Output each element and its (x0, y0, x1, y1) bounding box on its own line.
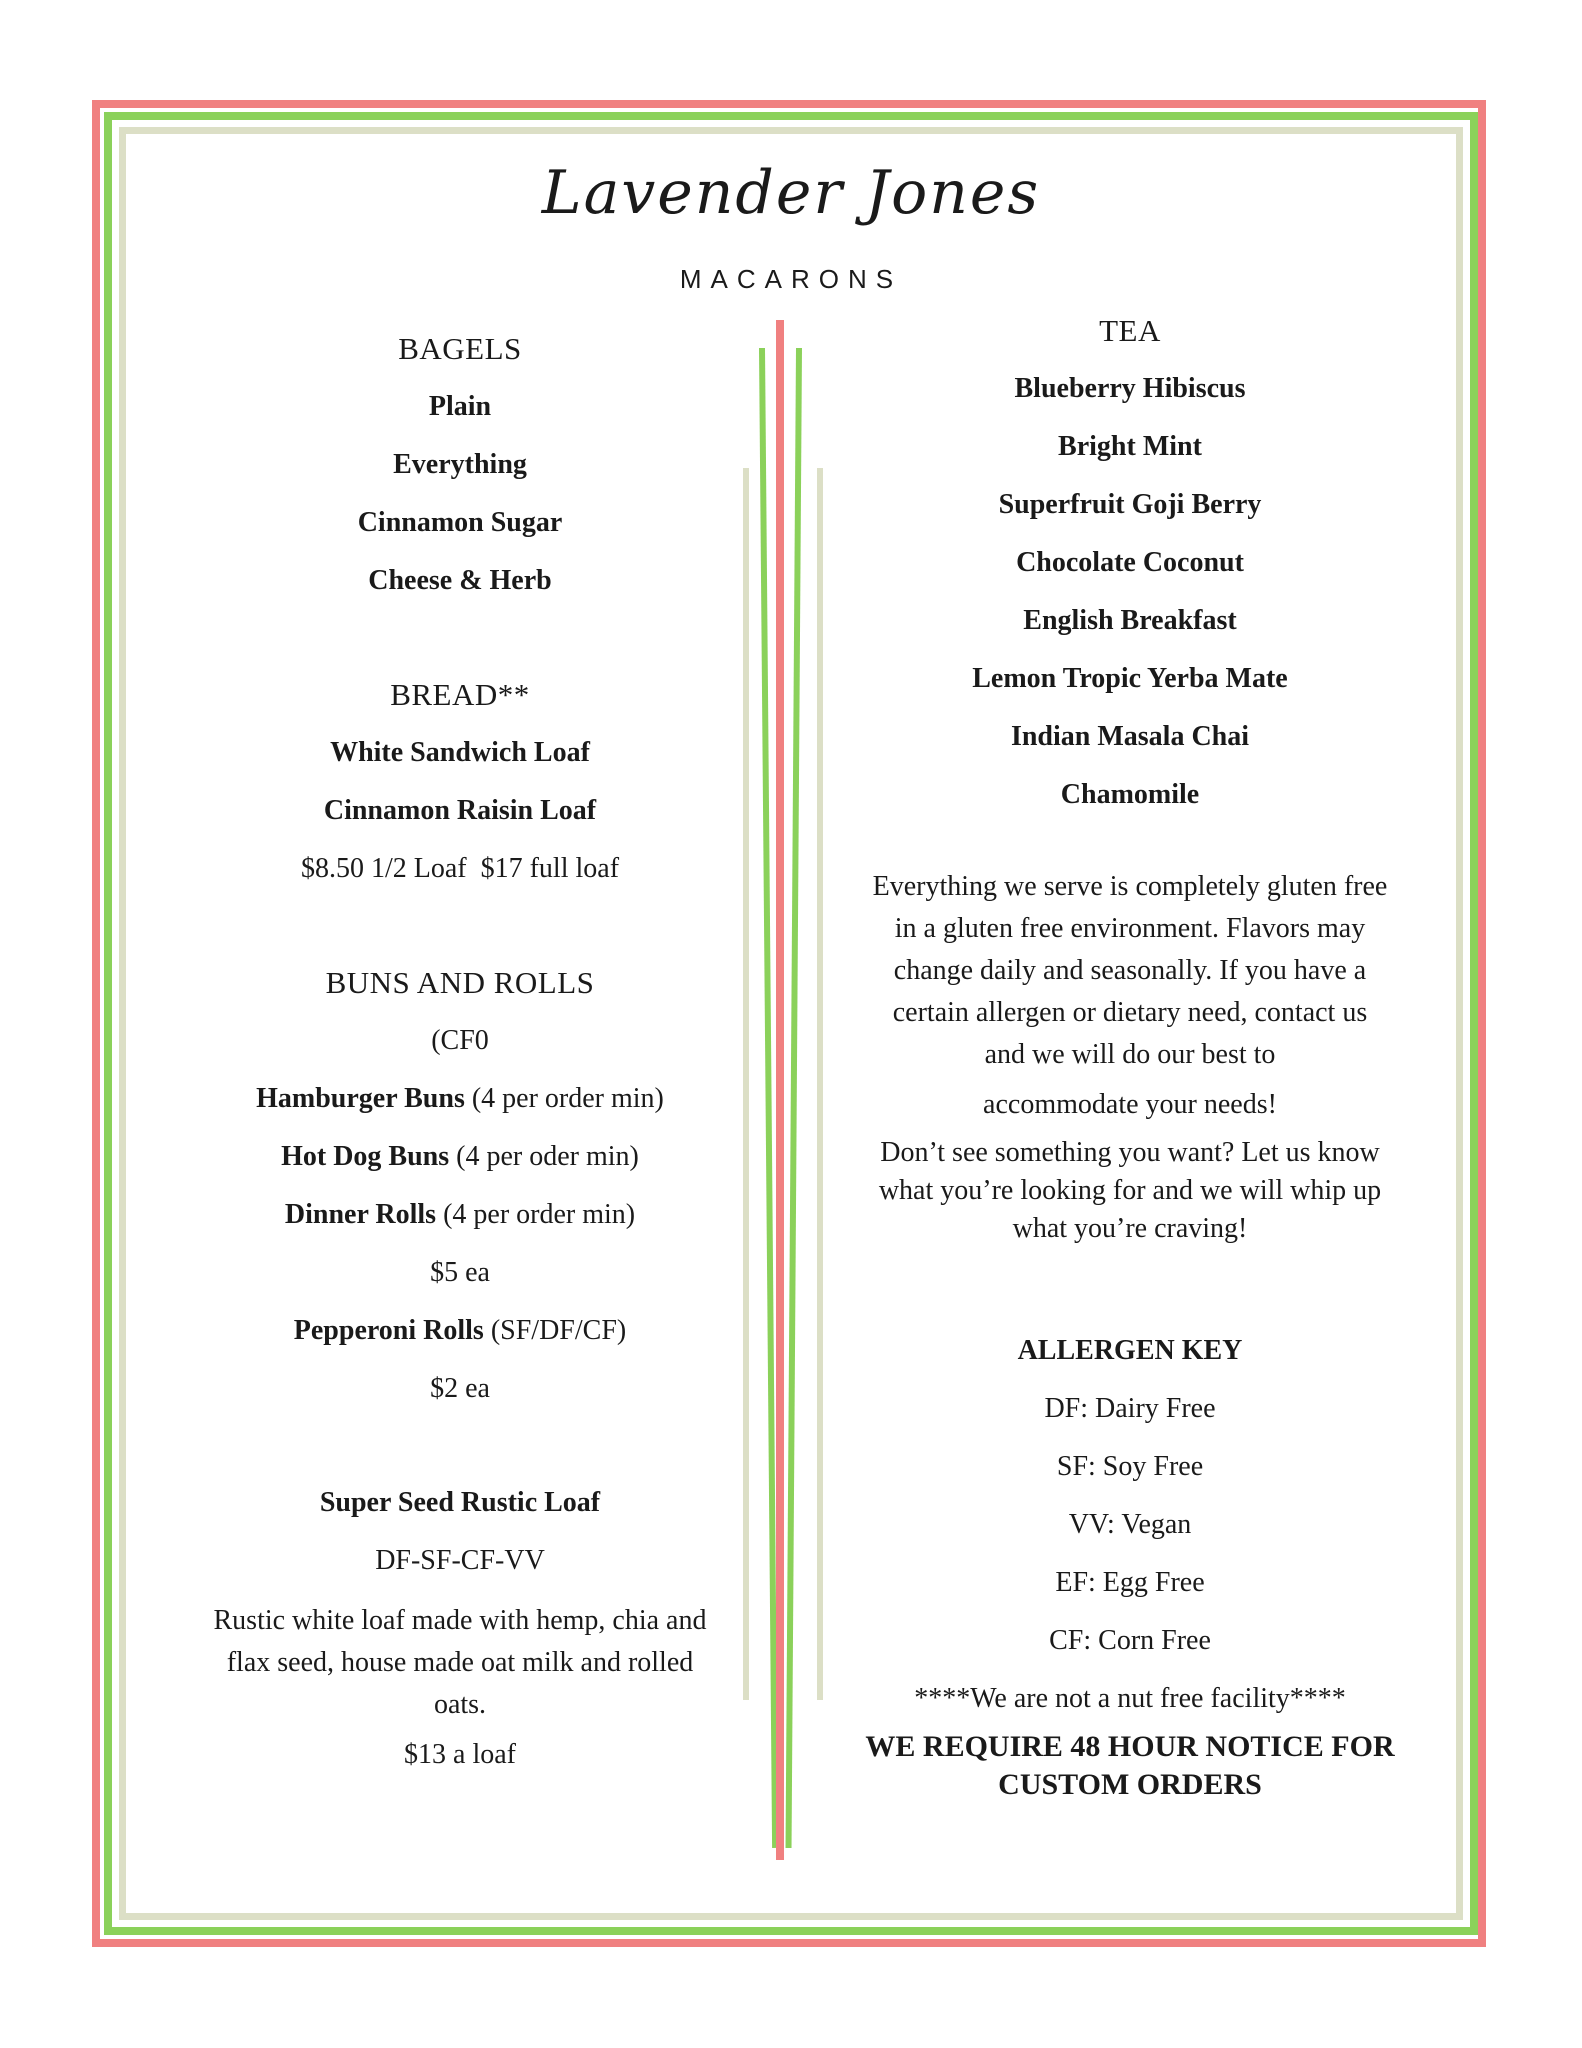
info-line: change daily and seasonally. If you have a (893, 955, 1367, 986)
buns-heading: BUNS AND ROLLS (325, 965, 595, 1000)
cta-line: Don’t see something you want? Let us know (880, 1137, 1380, 1168)
tea-item: Indian Masala Chai (1010, 721, 1250, 752)
bagel-item: Cheese & Herb (368, 565, 552, 596)
allergen-item: DF: Dairy Free (1044, 1393, 1216, 1424)
seed-loaf-price: $13 a loaf (404, 1739, 516, 1770)
bread-heading: BREAD** (390, 677, 530, 712)
bun-name: Hot Dog Buns (281, 1141, 450, 1172)
buns-tag: (CF0 (431, 1025, 489, 1056)
seed-loaf-desc-line: oats. (433, 1689, 487, 1720)
left-column (180, 320, 740, 1784)
tea-item: Chocolate Coconut (1016, 547, 1244, 578)
bun-name: Hamburger Buns (256, 1083, 465, 1114)
brand-subtitle: MACARONS (679, 264, 903, 294)
spacer (180, 898, 740, 954)
tea-item: Blueberry Hibiscus (1014, 373, 1246, 404)
divider-red-center (776, 320, 784, 1860)
info-line: and we will do our best to (984, 1039, 1276, 1070)
seed-loaf-name: Super Seed Rustic Loaf (319, 1487, 601, 1518)
pepperoni-price: $2 ea (430, 1373, 490, 1404)
info-line: Everything we serve is completely gluten free (872, 871, 1388, 902)
bagel-item: Plain (428, 391, 492, 422)
allergen-item: CF: Corn Free (1049, 1625, 1211, 1656)
info-line-last: accommodate your needs! (983, 1089, 1277, 1120)
bun-item (180, 1070, 740, 1128)
bread-item: White Sandwich Loaf (330, 737, 590, 768)
seed-loaf-desc-line: flax seed, house made oat milk and rolled (226, 1647, 694, 1678)
bread-price: $8.50 1/2 Loaf $17 full loaf (300, 853, 620, 884)
nut-free-note: ****We are not a nut free facility**** (914, 1683, 1346, 1714)
cta-line: what you’re craving! (1012, 1213, 1248, 1244)
seed-loaf-desc-line: Rustic white loaf made with hemp, chia and (213, 1605, 707, 1636)
brand-name: Lavender Jones (541, 158, 1041, 228)
right-column (850, 302, 1410, 1804)
allergen-heading: ALLERGEN KEY (1017, 1335, 1243, 1366)
bagel-item: Everything (393, 449, 527, 480)
pepperoni-name: Pepperoni Rolls (293, 1315, 484, 1346)
seed-loaf-tags: DF-SF-CF-VV (375, 1545, 545, 1576)
allergen-item: SF: Soy Free (1056, 1451, 1204, 1482)
custom-order-notice-line: WE REQUIRE 48 HOUR NOTICE FOR (865, 1730, 1395, 1763)
bagel-item: Cinnamon Sugar (357, 507, 563, 538)
spacer (180, 610, 740, 666)
buns-price: $5 ea (430, 1257, 490, 1288)
info-line: certain allergen or dietary need, contact us (892, 997, 1368, 1028)
info-line: in a gluten free environment. Flavors may (894, 913, 1366, 944)
pepperoni-note: (SF/DF/CF) (483, 1315, 627, 1346)
tea-item: Bright Mint (1058, 431, 1202, 462)
divider-beige-left (743, 468, 749, 1700)
bun-note: (4 per oder min) (449, 1141, 639, 1172)
bun-item (180, 1128, 740, 1186)
bun-note: (4 per order min) (436, 1199, 636, 1230)
cta-line: what you’re looking for and we will whip up (878, 1175, 1382, 1206)
tea-item: Chamomile (1060, 779, 1200, 810)
bun-item (180, 1186, 740, 1244)
bagels-heading: BAGELS (398, 331, 522, 366)
pepperoni-item (180, 1302, 740, 1360)
spacer (180, 1418, 740, 1474)
tea-item: Superfruit Goji Berry (998, 489, 1262, 520)
bun-name: Dinner Rolls (284, 1199, 437, 1230)
bread-item: Cinnamon Raisin Loaf (323, 795, 597, 826)
tea-item: Lemon Tropic Yerba Mate (972, 663, 1288, 694)
allergen-item: VV: Vegan (1068, 1509, 1192, 1540)
divider-beige-right (817, 468, 823, 1700)
custom-order-notice-line: CUSTOM ORDERS (998, 1768, 1262, 1801)
bun-note: (4 per order min) (464, 1083, 664, 1114)
tea-heading: TEA (1099, 313, 1161, 348)
allergen-item: EF: Egg Free (1055, 1567, 1205, 1598)
tea-item: English Breakfast (1023, 605, 1237, 636)
